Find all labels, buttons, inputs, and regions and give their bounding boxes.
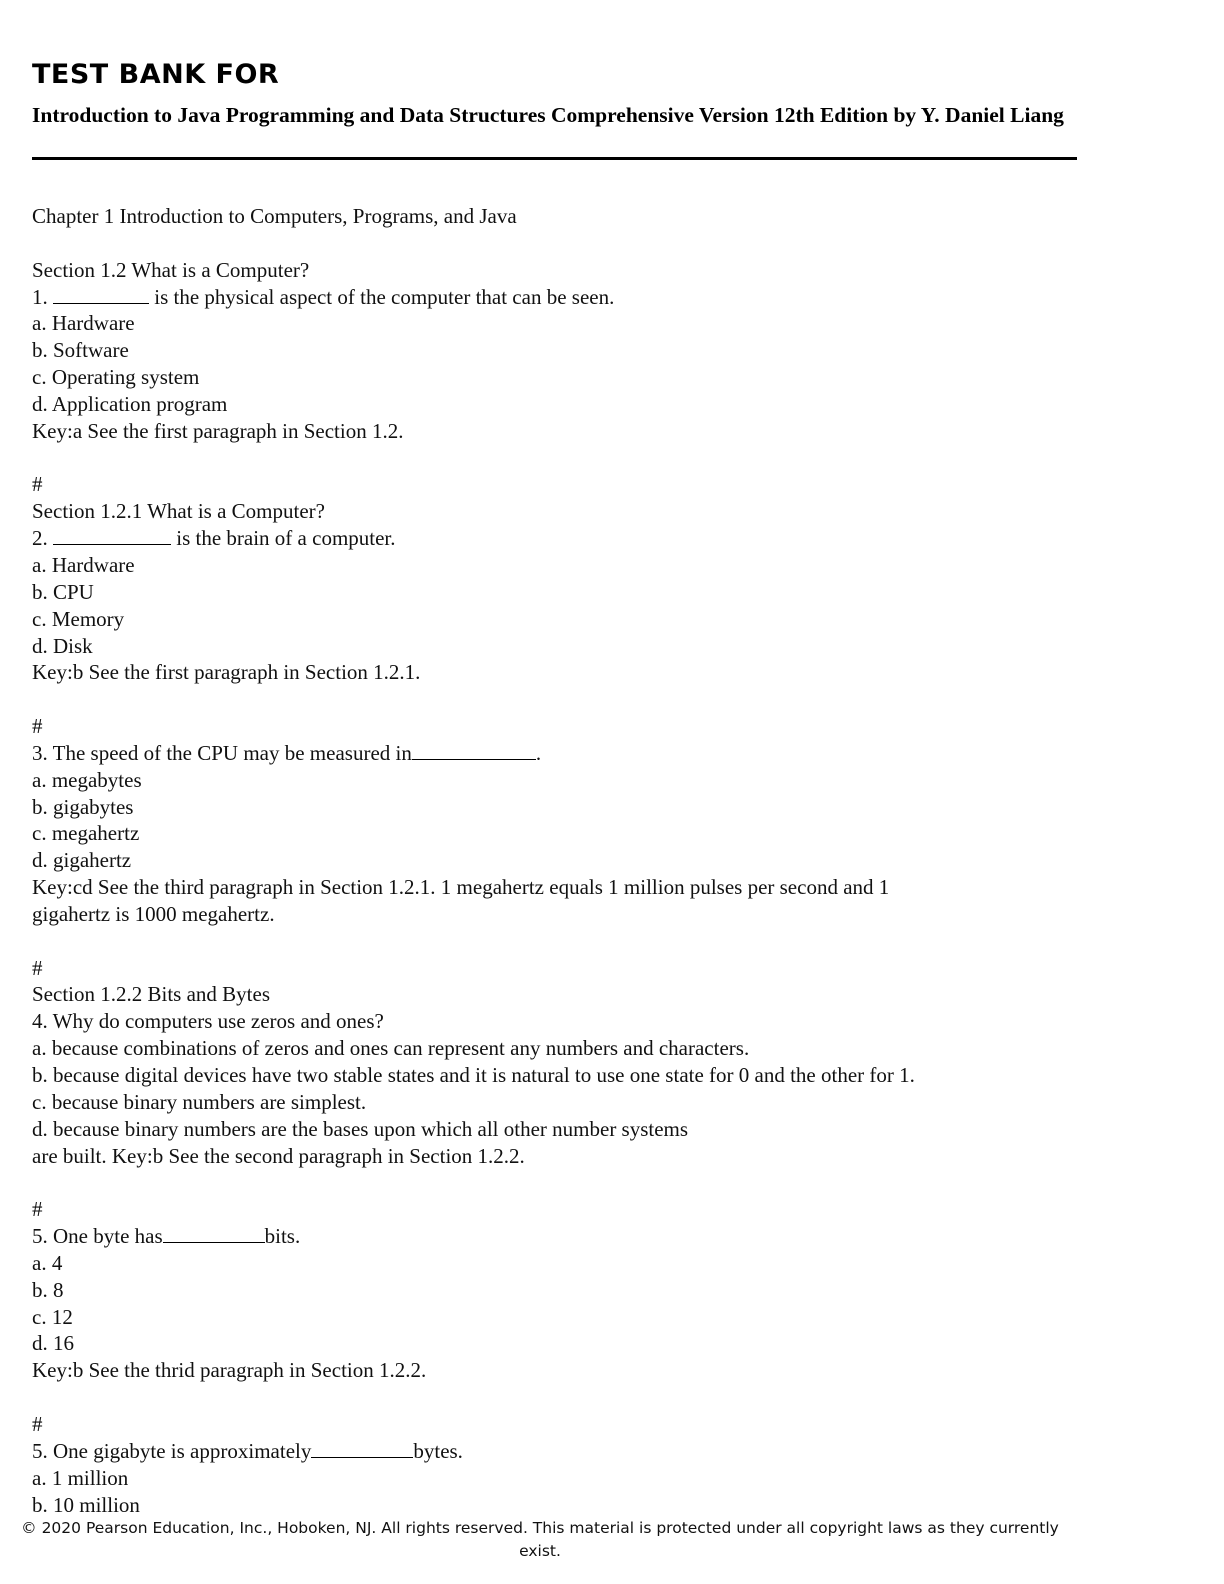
answer-key-continued: gigahertz is 1000 megahertz. <box>32 901 275 926</box>
chapter-title: Chapter 1 Introduction to Computers, Programs, and Java <box>32 204 517 228</box>
option-d: d. gigahertz <box>32 848 132 873</box>
option-a: a. Hardware <box>32 311 135 336</box>
answer-key: Key:b See the thrid paragraph in Section 1.2.2. <box>32 1358 427 1383</box>
copyright-footer <box>0 1517 1080 1563</box>
option-b: b. CPU <box>32 579 94 604</box>
answer-key: Key:b See the first paragraph in Section 1.2.1. <box>32 660 421 685</box>
option-a: a. 4 <box>32 1250 63 1275</box>
banner-title: TEST BANK FOR <box>32 59 280 90</box>
question-separator: # <box>32 955 43 980</box>
answer-blank <box>311 1438 413 1458</box>
answer-key: are built. Key:b See the second paragraph in Section 1.2.2. <box>32 1143 525 1168</box>
copyright-line: © 2020 Pearson Education, Inc., Hoboken, NJ. All rights reserved. This material is protected under all copyright laws as they currently <box>21 1519 1059 1537</box>
option-a: a. because combinations of zeros and ones can represent any numbers and characters. <box>32 1036 750 1061</box>
option-a: a. megabytes <box>32 767 142 792</box>
question-stem: 5. One byte has bits. <box>32 1224 301 1249</box>
section-heading: Section 1.2.1 What is a Computer? <box>32 499 325 524</box>
question-block <box>32 740 1072 928</box>
question-block <box>32 257 1072 445</box>
option-c: c. Memory <box>32 606 125 631</box>
option-a: a. 1 million <box>32 1465 129 1490</box>
option-d: d. 16 <box>32 1331 74 1356</box>
answer-key: Key:cd See the third paragraph in Section 1.2.1. 1 megahertz equals 1 million pulses per second and 1 <box>32 875 890 900</box>
question-stem: 2. is the brain of a computer. <box>32 526 396 551</box>
option-b: b. Software <box>32 338 129 363</box>
option-b: b. because digital devices have two stable states and it is natural to use one state for 0 and the other for 1. <box>32 1063 915 1087</box>
question-block <box>32 981 1072 1169</box>
section-heading: Section 1.2.2 Bits and Bytes <box>32 982 270 1007</box>
option-c: c. megahertz <box>32 821 140 846</box>
answer-key: Key:a See the first paragraph in Section 1.2. <box>32 418 404 443</box>
question-block <box>32 1438 1072 1519</box>
option-d: d. Disk <box>32 633 93 658</box>
question-block <box>32 1223 1072 1384</box>
question-stem: 5. One gigabyte is approximately bytes. <box>32 1438 463 1463</box>
header-rule <box>32 157 1077 160</box>
answer-blank <box>53 525 171 545</box>
question-stem: 1. is the physical aspect of the computer that can be seen. <box>32 284 615 309</box>
question-block <box>32 498 1072 686</box>
copyright-line-continued: exist. <box>519 1542 561 1560</box>
document-body <box>32 203 1072 1518</box>
question-stem: 4. Why do computers use zeros and ones? <box>32 1009 384 1034</box>
question-separator: # <box>32 472 43 497</box>
option-d: d. Application program <box>32 391 228 416</box>
question-separator: # <box>32 1411 43 1436</box>
option-c: c. because binary numbers are simplest. <box>32 1089 367 1114</box>
option-b: b. 8 <box>32 1277 64 1302</box>
question-stem: 3. The speed of the CPU may be measured in . <box>32 740 542 765</box>
section-heading: Section 1.2 What is a Computer? <box>32 257 310 282</box>
option-d: d. because binary numbers are the bases upon which all other number systems <box>32 1116 689 1141</box>
answer-blank <box>163 1223 265 1243</box>
option-c: c. Operating system <box>32 365 200 390</box>
option-a: a. Hardware <box>32 552 135 577</box>
book-title: Introduction to Java Programming and Data Structures Comprehensive Version 12th Edition by Y. Daniel Liang <box>32 103 1064 127</box>
option-b: b. gigabytes <box>32 794 134 819</box>
question-separator: # <box>32 714 43 739</box>
answer-blank <box>53 284 149 304</box>
question-separator: # <box>32 1197 43 1222</box>
option-c: c. 12 <box>32 1304 73 1329</box>
answer-blank <box>412 740 536 760</box>
option-b: b. 10 million <box>32 1492 140 1517</box>
